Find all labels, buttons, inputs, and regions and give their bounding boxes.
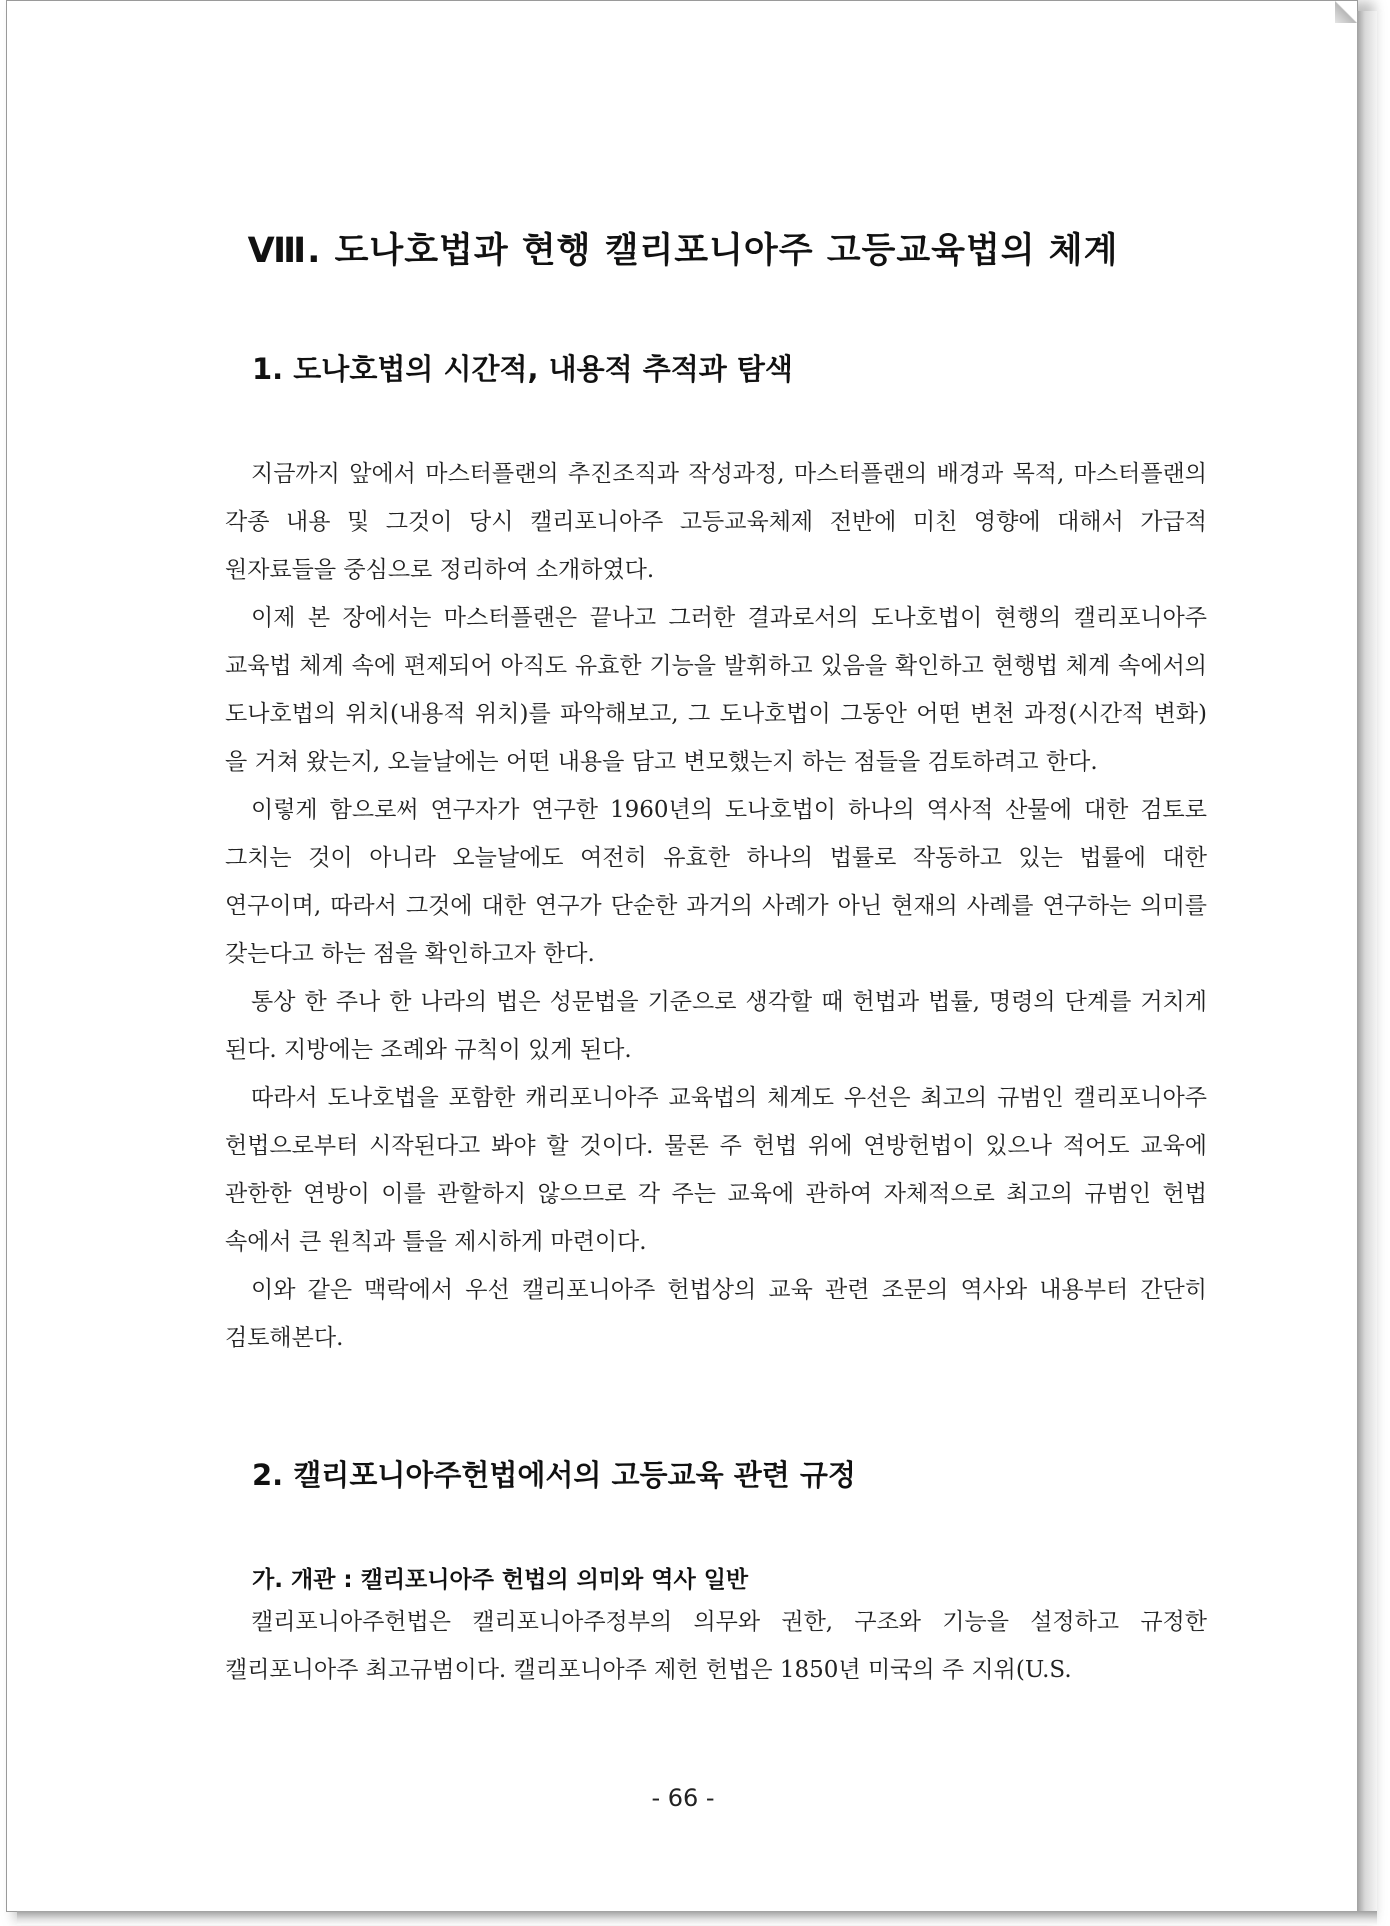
section-2-heading: 2. 캘리포니아주헌법에서의 고등교육 관련 규정: [252, 1458, 856, 1492]
paragraph: 따라서 도나호법을 포함한 캐리포니아주 교육법의 체계도 우선은 최고의 규범인 캘리포니아주 헌법으로부터 시작된다고 봐야 할 것이다. 물론 주 헌법 위에 연방헌법이 있으나 적어도 교육에 관한한 연방이 이를 관할하지 않으므로 각 주는 교육에 관하여 자체적으로 최고의 규범인 헌법 속에서 큰 원칙과 틀을 제시하게 마련이다.: [225, 1085, 1207, 1255]
section-1-body: [225, 450, 1207, 1362]
paragraph: 이렇게 함으로써 연구자가 연구한 1960년의 도나호법이 하나의 역사적 산물에 대한 검토로 그치는 것이 아니라 오늘날에도 여전히 유효한 하나의 법률로 작동하고 있는 법률에 대한 연구이며, 따라서 그것에 대한 연구가 단순한 과거의 사례가 아닌 현재의 사례를 연구하는 의미를 갖는다고 하는 점을 확인하고자 한다.: [225, 797, 1207, 967]
chapter-title: Ⅷ. 도나호법과 현행 캘리포니아주 고등교육법의 체계: [247, 231, 1119, 271]
paragraph: 이제 본 장에서는 마스터플랜은 끝나고 그러한 결과로서의 도나호법이 현행의 캘리포니아주 교육법 체계 속에 편제되어 아직도 유효한 기능을 발휘하고 있음을 확인하고 현행법 체계 속에서의 도나호법의 위치(내용적 위치)를 파악해보고, 그 도나호법이 그동안 어떤 변천 과정(시간적 변화)을 거쳐 왔는지, 오늘날에는 어떤 내용을 담고 변모했는지 하는 점들을 검토하려고 한다.: [225, 605, 1207, 775]
page-corner-fold: [1335, 1, 1357, 23]
page-right-edge: [1357, 11, 1377, 1913]
subsection-heading: 가. 개관 : 캘리포니아주 헌법의 의미와 역사 일반: [252, 1567, 749, 1593]
paragraph: 캘리포니아주헌법은 캘리포니아주정부의 의무와 권한, 구조와 기능을 설정하고 규정한 캘리포니아주 최고규범이다. 캘리포니아주 제헌 헌법은 1850년 미국의 주 지위(U.S.: [225, 1609, 1207, 1683]
section-1-heading: 1. 도나호법의 시간적, 내용적 추적과 탐색: [252, 352, 793, 386]
document-page: [6, 0, 1358, 1912]
section-2-body: [225, 1598, 1207, 1694]
page-bottom-edge: [17, 1911, 1377, 1925]
paragraph: 통상 한 주나 한 나라의 법은 성문법을 기준으로 생각할 때 헌법과 법률, 명령의 단계를 거치게 된다. 지방에는 조례와 규칙이 있게 된다.: [225, 989, 1207, 1063]
page-number: - 66 -: [651, 1784, 715, 1812]
paragraph: 지금까지 앞에서 마스터플랜의 추진조직과 작성과정, 마스터플랜의 배경과 목적, 마스터플랜의 각종 내용 및 그것이 당시 캘리포니아주 고등교육체제 전반에 미친 영향에 대해서 가급적 원자료들을 중심으로 정리하여 소개하였다.: [225, 461, 1207, 583]
paragraph: 이와 같은 맥락에서 우선 캘리포니아주 헌법상의 교육 관련 조문의 역사와 내용부터 간단히 검토해본다.: [225, 1277, 1207, 1351]
